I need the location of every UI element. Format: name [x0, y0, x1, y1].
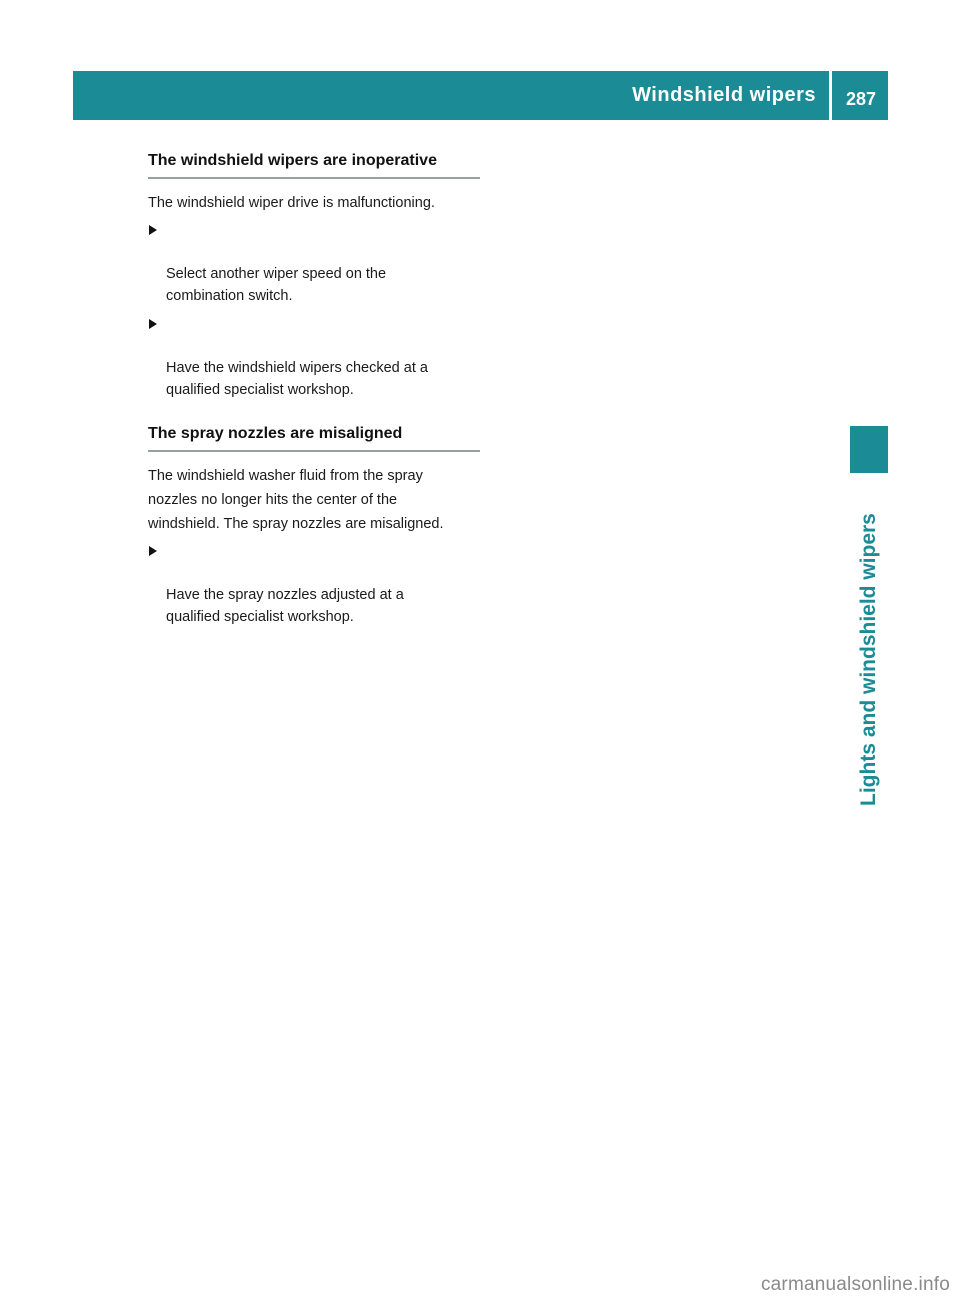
- page-header-bar: [73, 71, 888, 120]
- instruction-item: [148, 219, 493, 307]
- section-wipers-inoperative: [148, 150, 493, 401]
- arrow-right-icon: [149, 225, 157, 235]
- instruction-text: Have the spray nozzles adjusted at a qualified specialist workshop.: [166, 587, 404, 625]
- instruction-text: Have the windshield wipers checked at a qualified specialist workshop.: [166, 360, 428, 398]
- arrow-right-icon: [149, 319, 157, 329]
- section-paragraph: The windshield washer fluid from the spray nozzles no longer hits the center of the windshield. The spray nozzles are misaligned.: [148, 468, 444, 532]
- section-heading: The windshield wipers are inoperative: [148, 150, 480, 179]
- instruction-item: [148, 540, 493, 628]
- side-tab-label: Lights and windshield wipers: [857, 513, 880, 806]
- section-spacer: [148, 407, 493, 423]
- side-tab-marker: [850, 426, 888, 473]
- header-divider: [829, 71, 832, 120]
- watermark-text: carmanualsonline.info: [760, 1274, 950, 1295]
- instruction-text: Select another wiper speed on the combination switch.: [166, 266, 387, 304]
- page-number: 287: [845, 89, 877, 109]
- chapter-title: Windshield wipers: [632, 84, 816, 106]
- main-content: [148, 150, 493, 634]
- arrow-right-icon: [149, 546, 157, 556]
- section-heading: The spray nozzles are misaligned: [148, 423, 480, 452]
- instruction-item: [148, 313, 493, 401]
- section-paragraph: The windshield wiper drive is malfunctioning.: [148, 195, 435, 211]
- section-nozzles-misaligned: [148, 423, 493, 628]
